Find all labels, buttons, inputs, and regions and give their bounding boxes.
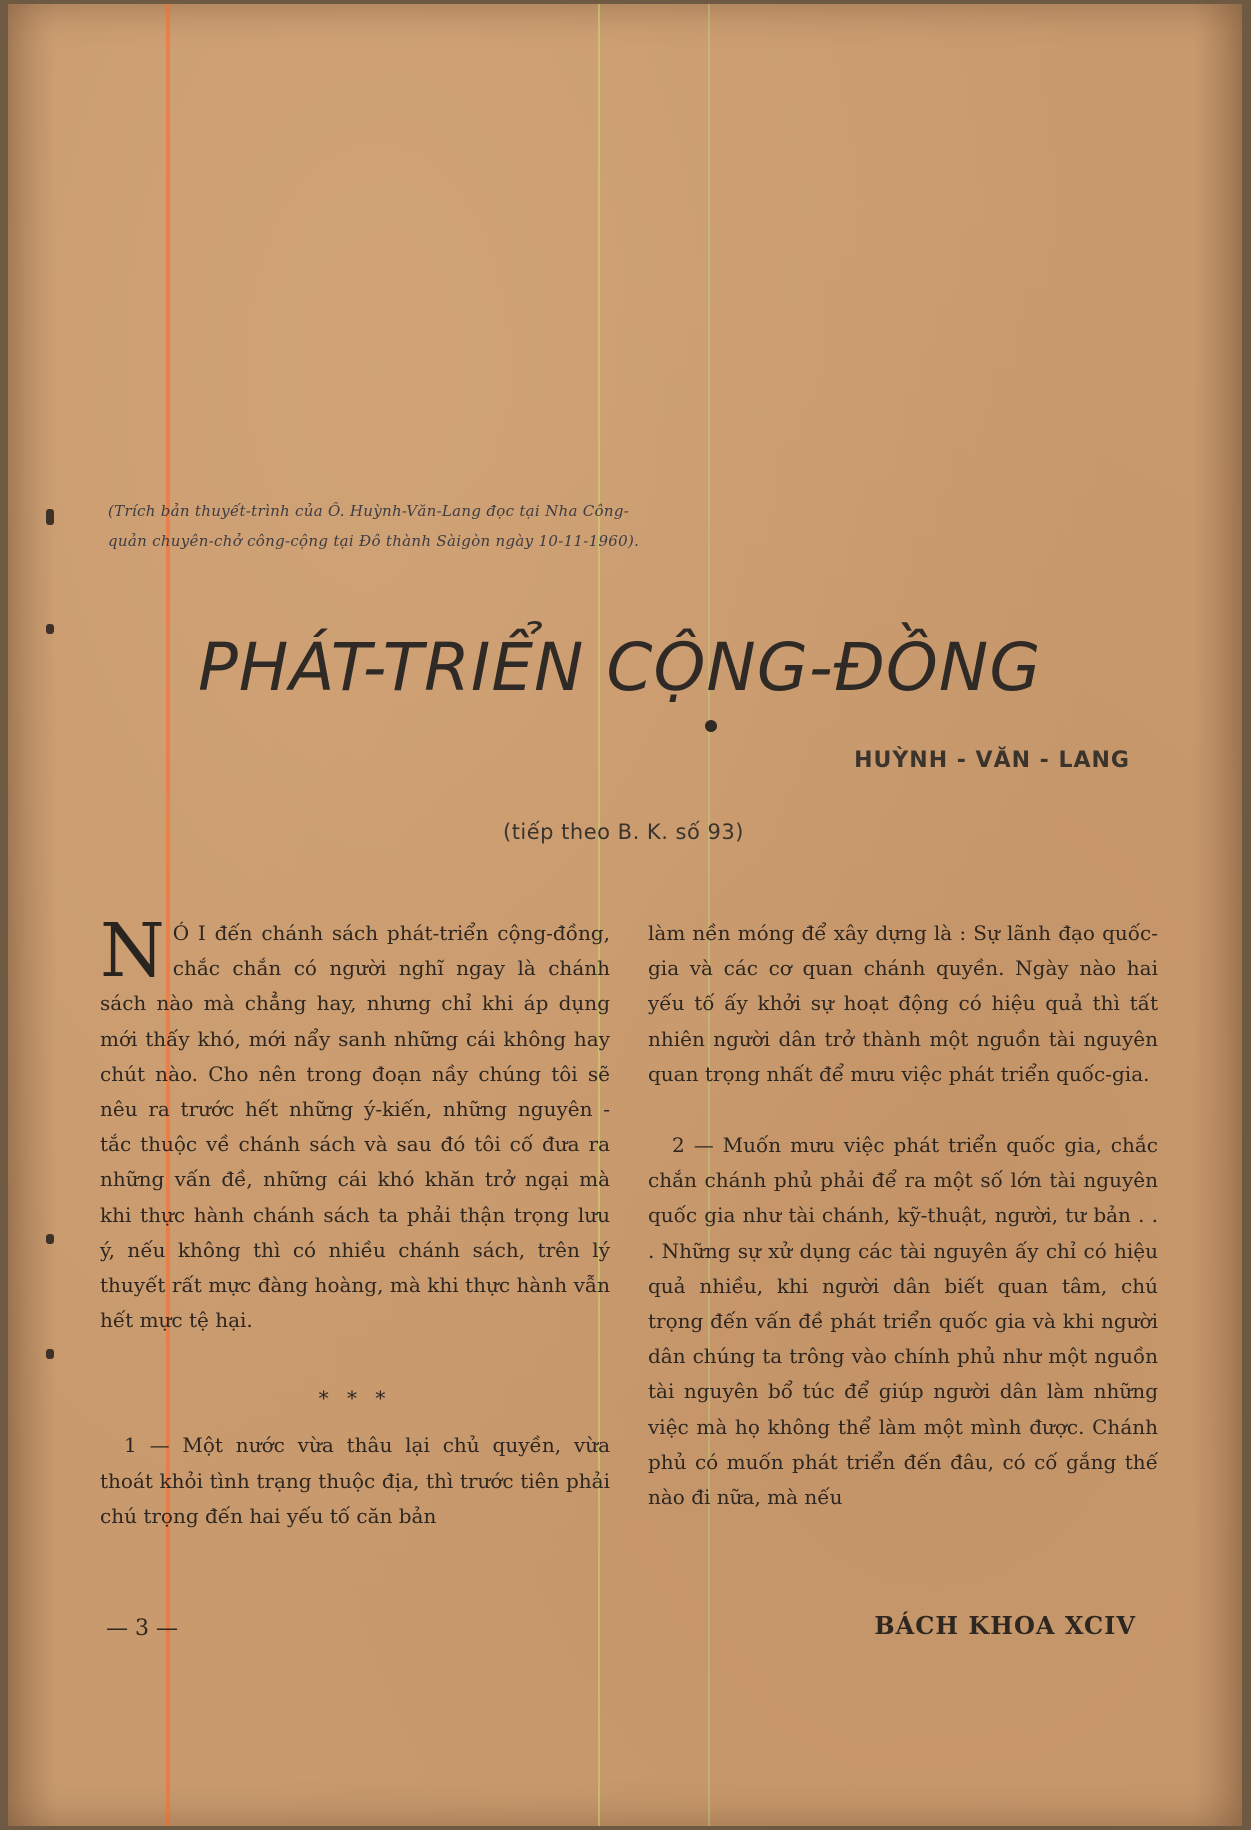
drop-cap: N: [100, 908, 165, 994]
article-title: PHÁT-TRIỂN CỘNG-ĐỒNG: [198, 629, 1042, 706]
continued-note: (tiếp theo B. K. số 93): [503, 820, 744, 844]
intro-paragraph: [100, 908, 610, 1338]
right-column: [648, 916, 1158, 1515]
point-2-paragraph: 2 — Muốn mưu việc phát triển quốc gia, chắc chắn chánh phủ phải để ra một số lớn tài nguyên quốc gia như tài chánh, kỹ-thuật, người, tư bản . . . Những sự xử dụng các tài nguyên ấy chỉ có hiệu quả nhiều, khi người dân biết quan tâm, chú trọng đến vấn đề phát triển quốc gia và khi người dân chúng ta trông vào chính phủ như một nguồn tài nguyên bổ túc để giúp người dân làm những việc mà họ không thể làm một mình được. Chánh phủ có muốn phát triển đến đâu, có cố gắng thế nào đi nữa, mà nếu: [648, 1133, 1158, 1510]
binding-hole: [46, 1349, 54, 1359]
intro-text: Ó I đến chánh sách phát-triển cộng-đồng, chắc chắn có người nghĩ ngay là chánh sách nào mà chẳng hay, nhưng chỉ khi áp dụng mới thấy khó, mới nẩy sanh những cái không hay chút nào. Cho nên trong đoạn nầy chúng tôi sẽ nêu ra trước hết những ý-kiến, những nguyên - tắc thuộc về chánh sách và sau đó tôi cố đưa ra những vấn đề, những cái khó khăn trở ngại mà khi thực hành chánh sách ta phải thận trọng lưu ý, nếu không thì có nhiều chánh sách, trên lý thuyết rất mực đàng hoàng, mà khi thực hành vẫn hết mực tệ hại.: [100, 921, 610, 1333]
section-divider: [100, 1368, 610, 1428]
source-note-line: quản chuyên-chở công-cộng tại Đô thành Sàigòn ngày 10-11-1960).: [108, 532, 640, 550]
left-column: [100, 908, 610, 1534]
page: [8, 4, 1242, 1826]
title-dot: [705, 720, 717, 732]
binding-hole: [46, 1234, 54, 1244]
binding-hole: [46, 509, 54, 525]
page-number: — 3 —: [106, 1616, 178, 1641]
scan-streak: [708, 4, 710, 1826]
source-note-line: (Trích bản thuyết-trình của Ô. Huỳnh-Văn-Lang đọc tại Nha Công-: [108, 502, 630, 520]
source-note: [108, 496, 828, 556]
scan-streak: [598, 4, 600, 1826]
binding-hole: [46, 624, 54, 634]
divider-stars: * * *: [318, 1386, 392, 1411]
magazine-name: BÁCH KHOA XCIV: [874, 1611, 1136, 1640]
scan-streak: [166, 4, 170, 1826]
author-name: HUỲNH - VĂN - LANG: [854, 748, 1130, 773]
paragraph-gap: [648, 1092, 1158, 1128]
continued-paragraph: làm nền móng để xây dựng là : Sự lãnh đạo quốc-gia và các cơ quan chánh quyền. Ngày nào hai yếu tố ấy khởi sự hoạt động có hiệu quả thì tất nhiên người dân trở thành một nguồn tài nguyên quan trọng nhất để mưu việc phát triển quốc-gia.: [648, 921, 1158, 1086]
point-1-paragraph: 1 — Một nước vừa thâu lại chủ quyền, vừa thoát khỏi tình trạng thuộc địa, thì trước tiên phải chú trọng đến hai yếu tố căn bản: [100, 1433, 610, 1528]
